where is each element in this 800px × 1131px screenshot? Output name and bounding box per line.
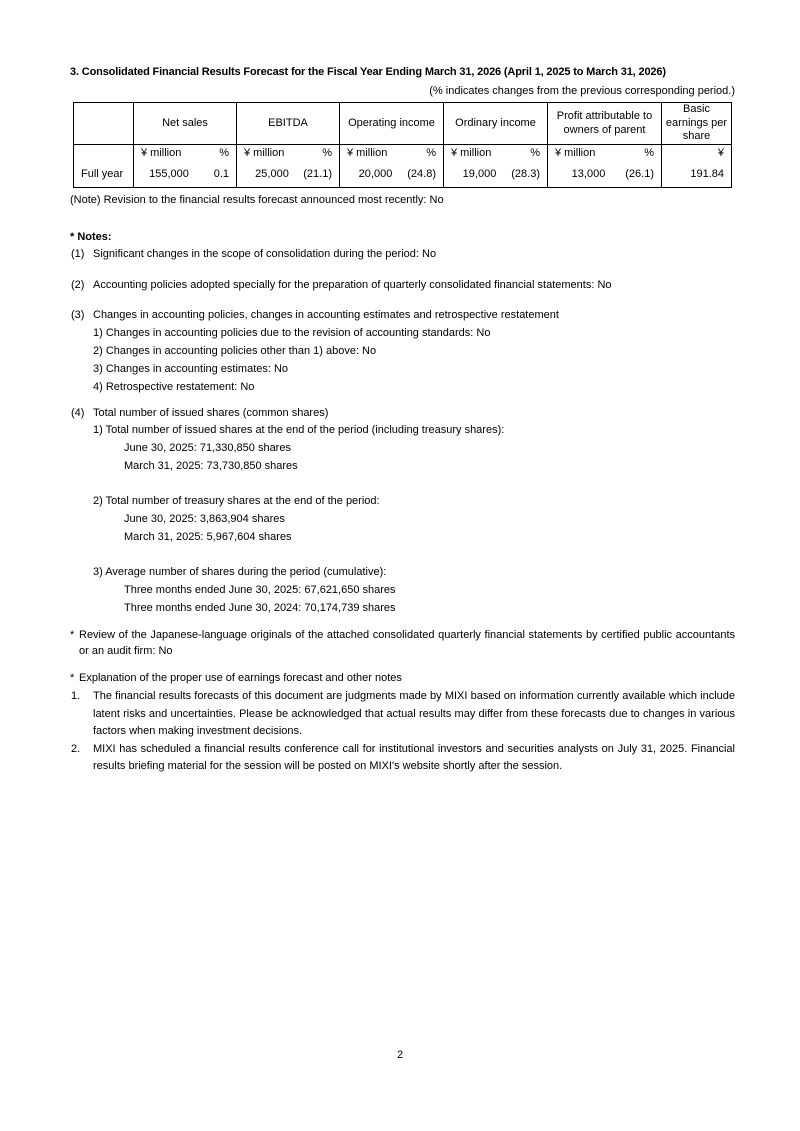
share-subtitle: 1) Total number of issued shares at the end of the period (including treasury shares): — [93, 424, 505, 436]
note-subitem: 3) Changes in accounting estimates: No — [93, 363, 289, 375]
share-line: March 31, 2025: 5,967,604 shares — [124, 531, 292, 543]
review-note-text: Review of the Japanese-language originals of the attached consolidated quarterly financial statements by certified public accountants or an audit firm: No — [79, 629, 735, 657]
explanation-item-1 — [70, 688, 735, 741]
value: 13,000 — [571, 168, 606, 181]
value: 19,000 — [462, 168, 497, 181]
value-cell-operating-income — [340, 162, 444, 188]
pct-change: (26.1) — [625, 168, 654, 181]
note-number: (4) — [71, 407, 85, 419]
col-header-eps: Basic earnings per share — [662, 103, 732, 145]
pct-unit-label: % — [530, 147, 540, 160]
asterisk-marker: * — [70, 629, 75, 641]
table-data-row — [74, 162, 732, 188]
review-note — [70, 627, 735, 659]
value-cell-profit-attributable — [548, 162, 662, 188]
page-content — [70, 0, 735, 776]
table-header-row — [74, 103, 732, 145]
item-text: The financial results forecasts of this document are judgments made by MIXI based on information currently available which include latent risks and uncertainties. Please be acknowledged that actual results may differ from these forecasts due to changes in various factors when making investment decisions. — [93, 690, 735, 737]
note-text: Total number of issued shares (common shares) — [93, 407, 329, 419]
table-units-row — [74, 145, 732, 162]
value: 25,000 — [255, 168, 289, 181]
unit-label: ¥ million — [244, 147, 285, 160]
note-item-3 — [70, 307, 735, 324]
units-cell-eps: ¥ — [662, 145, 732, 162]
note-item-2 — [70, 277, 735, 294]
value: 20,000 — [358, 168, 393, 181]
note-text: Changes in accounting policies, changes in accounting estimates and retrospective restatement — [93, 309, 559, 321]
row-label-full-year: Full year — [74, 162, 134, 188]
treasury-shares-block — [70, 493, 735, 546]
pct-unit-label: % — [644, 147, 654, 160]
issued-shares-block — [70, 422, 735, 475]
pct-unit-label: % — [322, 147, 332, 160]
percent-change-note: (% indicates changes from the previous corresponding period.) — [429, 85, 735, 97]
share-line: June 30, 2025: 71,330,850 shares — [124, 442, 291, 454]
note-number: (2) — [71, 279, 85, 291]
section-title: 3. Consolidated Financial Results Forecast for the Fiscal Year Ending March 31, 2026 (April 1, 2025 to March 31, 2026) — [70, 66, 666, 78]
unit-label: ¥ million — [141, 147, 182, 160]
note-subitem: 4) Retrospective restatement: No — [93, 381, 255, 393]
page-number: 2 — [396, 1049, 404, 1061]
pct-unit-label: % — [219, 147, 229, 160]
note-text: Accounting policies adopted specially for the preparation of quarterly consolidated financial statements: No — [93, 279, 612, 291]
share-line: March 31, 2025: 73,730,850 shares — [124, 460, 298, 472]
item-number: 1. — [71, 690, 81, 702]
unit-label: ¥ million — [347, 147, 388, 160]
pct-change: (21.1) — [303, 168, 332, 181]
explanation-item-2 — [70, 741, 735, 776]
item-text: MIXI has scheduled a financial results conference call for institutional investors and securities analysts on July 31, 2025. Financial results briefing material for the session will be posted on MIXI's website shortly after the session. — [93, 742, 735, 772]
units-cell-net-sales — [134, 145, 237, 162]
table-note: (Note) Revision to the financial results forecast announced most recently: No — [70, 194, 444, 206]
units-cell-ordinary-income — [444, 145, 548, 162]
value: 155,000 — [149, 168, 189, 181]
units-spacer-cell — [74, 145, 134, 162]
explanation-heading-text: Explanation of the proper use of earnings forecast and other notes — [79, 672, 402, 684]
units-cell-operating-income — [340, 145, 444, 162]
units-cell-ebitda — [237, 145, 340, 162]
share-subtitle: 3) Average number of shares during the period (cumulative): — [93, 566, 387, 578]
note-number: (1) — [71, 248, 85, 260]
notes-heading: * Notes: — [70, 231, 112, 243]
unit-label: ¥ million — [555, 147, 596, 160]
share-line: Three months ended June 30, 2024: 70,174,739 shares — [124, 602, 396, 614]
table-corner-cell — [74, 103, 134, 145]
value-cell-net-sales — [134, 162, 237, 188]
note-subitem: 1) Changes in accounting policies due to the revision of accounting standards: No — [93, 327, 491, 339]
pct-change: (28.3) — [511, 168, 540, 181]
col-header-ebitda: EBITDA — [237, 103, 340, 145]
average-shares-block — [70, 564, 735, 617]
forecast-table — [73, 102, 732, 188]
col-header-profit-attributable: Profit attributable to owners of parent — [548, 103, 662, 145]
share-line: June 30, 2025: 3,863,904 shares — [124, 513, 285, 525]
pct-change: (24.8) — [407, 168, 436, 181]
col-header-net-sales: Net sales — [134, 103, 237, 145]
share-subtitle: 2) Total number of treasury shares at the end of the period: — [93, 495, 380, 507]
item-number: 2. — [71, 742, 81, 755]
note-subitem: 2) Changes in accounting policies other than 1) above: No — [93, 345, 377, 357]
note-number: (3) — [71, 309, 85, 321]
col-header-ordinary-income: Ordinary income — [444, 103, 548, 145]
note-3-sublist — [70, 324, 735, 396]
value-cell-ordinary-income — [444, 162, 548, 188]
pct-change: 0.1 — [213, 168, 229, 181]
asterisk-marker: * — [70, 672, 75, 684]
value-cell-ebitda — [237, 162, 340, 188]
units-cell-profit-attributable — [548, 145, 662, 162]
pct-unit-label: % — [426, 147, 436, 160]
unit-label: ¥ million — [451, 147, 492, 160]
note-item-4 — [70, 405, 735, 422]
explanation-heading — [70, 670, 735, 687]
col-header-operating-income: Operating income — [340, 103, 444, 145]
value-cell-eps: 191.84 — [662, 162, 732, 188]
note-item-1 — [70, 246, 735, 263]
share-line: Three months ended June 30, 2025: 67,621,650 shares — [124, 584, 396, 596]
note-text: Significant changes in the scope of consolidation during the period: No — [93, 248, 437, 260]
